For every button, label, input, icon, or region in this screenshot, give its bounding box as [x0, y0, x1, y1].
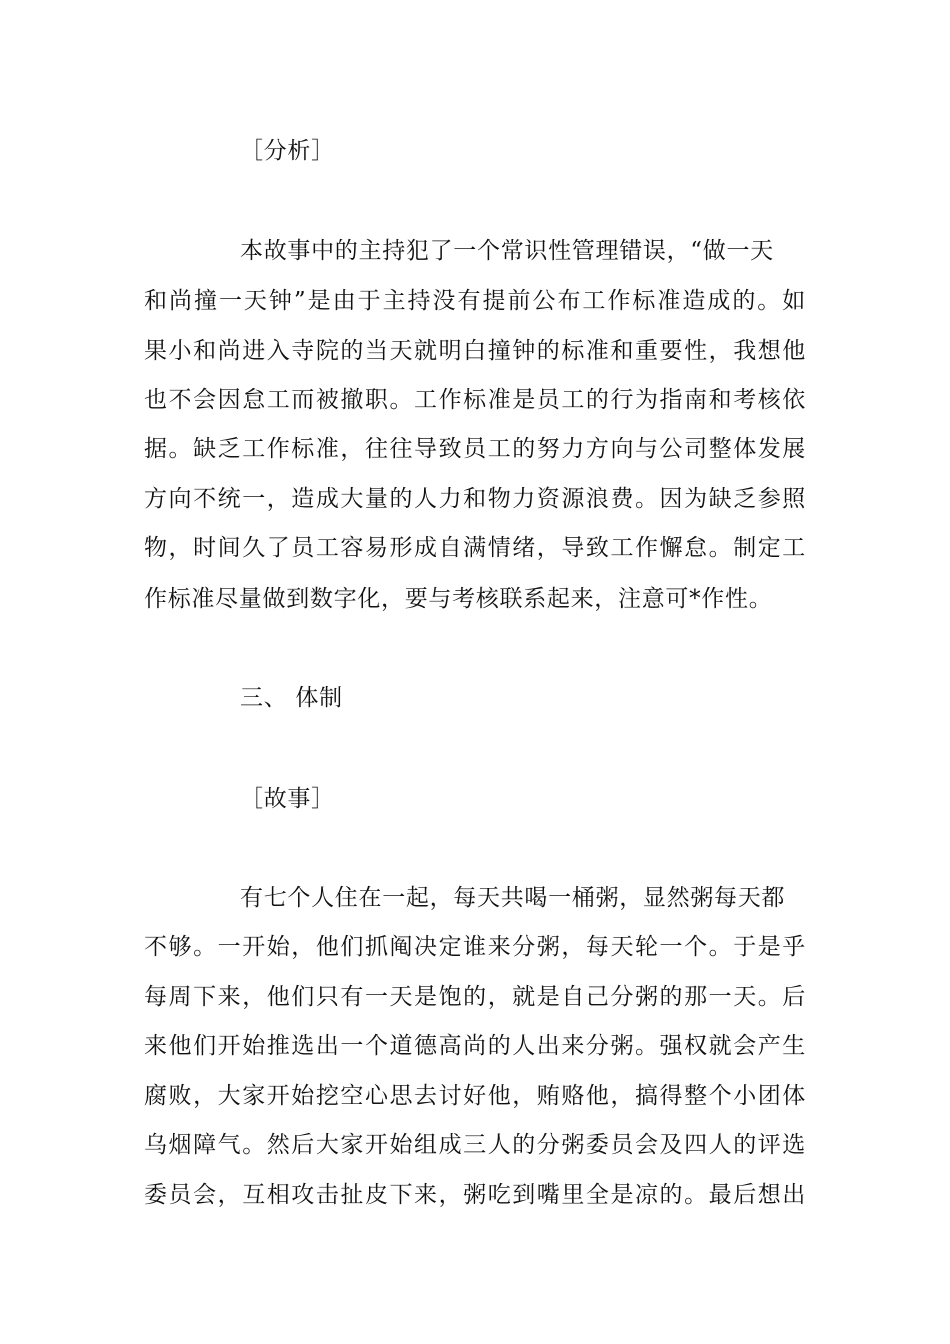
- story-line-1: 有七个人住在一起，每天共喝一桶粥，显然粥每天都: [240, 885, 786, 911]
- analysis-line-6: 方向不统一，造成大量的人力和物力资源浪费。因为缺乏参照: [144, 486, 806, 512]
- analysis-line-3: 果小和尚进入寺院的当天就明白撞钟的标准和重要性，我想他: [144, 338, 806, 364]
- story-line-6: 乌烟障气。然后大家开始组成三人的分粥委员会及四人的评选: [144, 1132, 806, 1158]
- story-line-4: 来他们开始推选出一个道德高尚的人出来分粥。强权就会产生: [144, 1033, 806, 1059]
- analysis-line-2: 和尚撞一天钟”是由于主持没有提前公布工作标准造成的。如: [144, 288, 806, 314]
- story-line-2: 不够。一开始，他们抓阄决定谁来分粥，每天轮一个。于是乎: [144, 934, 806, 960]
- analysis-heading: ［分析］: [240, 138, 335, 164]
- analysis-line-5: 据。缺乏工作标准，往往导致员工的努力方向与公司整体发展: [144, 436, 806, 462]
- section-heading: 三、 体制: [240, 685, 343, 711]
- analysis-line-8: 作标准尽量做到数字化，要与考核联系起来，注意可*作性。: [144, 586, 773, 612]
- story-line-3: 每周下来，他们只有一天是饱的，就是自己分粥的那一天。后: [144, 984, 806, 1010]
- analysis-line-7: 物，时间久了员工容易形成自满情绪，导致工作懈怠。制定工: [144, 535, 806, 561]
- analysis-line-1: 本故事中的主持犯了一个常识性管理错误，“做一天: [240, 238, 774, 264]
- story-line-7: 委员会，互相攻击扯皮下来，粥吃到嘴里全是凉的。最后想出: [144, 1182, 806, 1208]
- story-heading: ［故事］: [240, 786, 335, 812]
- analysis-line-4: 也不会因怠工而被撤职。工作标准是员工的行为指南和考核依: [144, 387, 806, 413]
- story-line-5: 腐败，大家开始挖空心思去讨好他，贿赂他，搞得整个小团体: [144, 1083, 806, 1109]
